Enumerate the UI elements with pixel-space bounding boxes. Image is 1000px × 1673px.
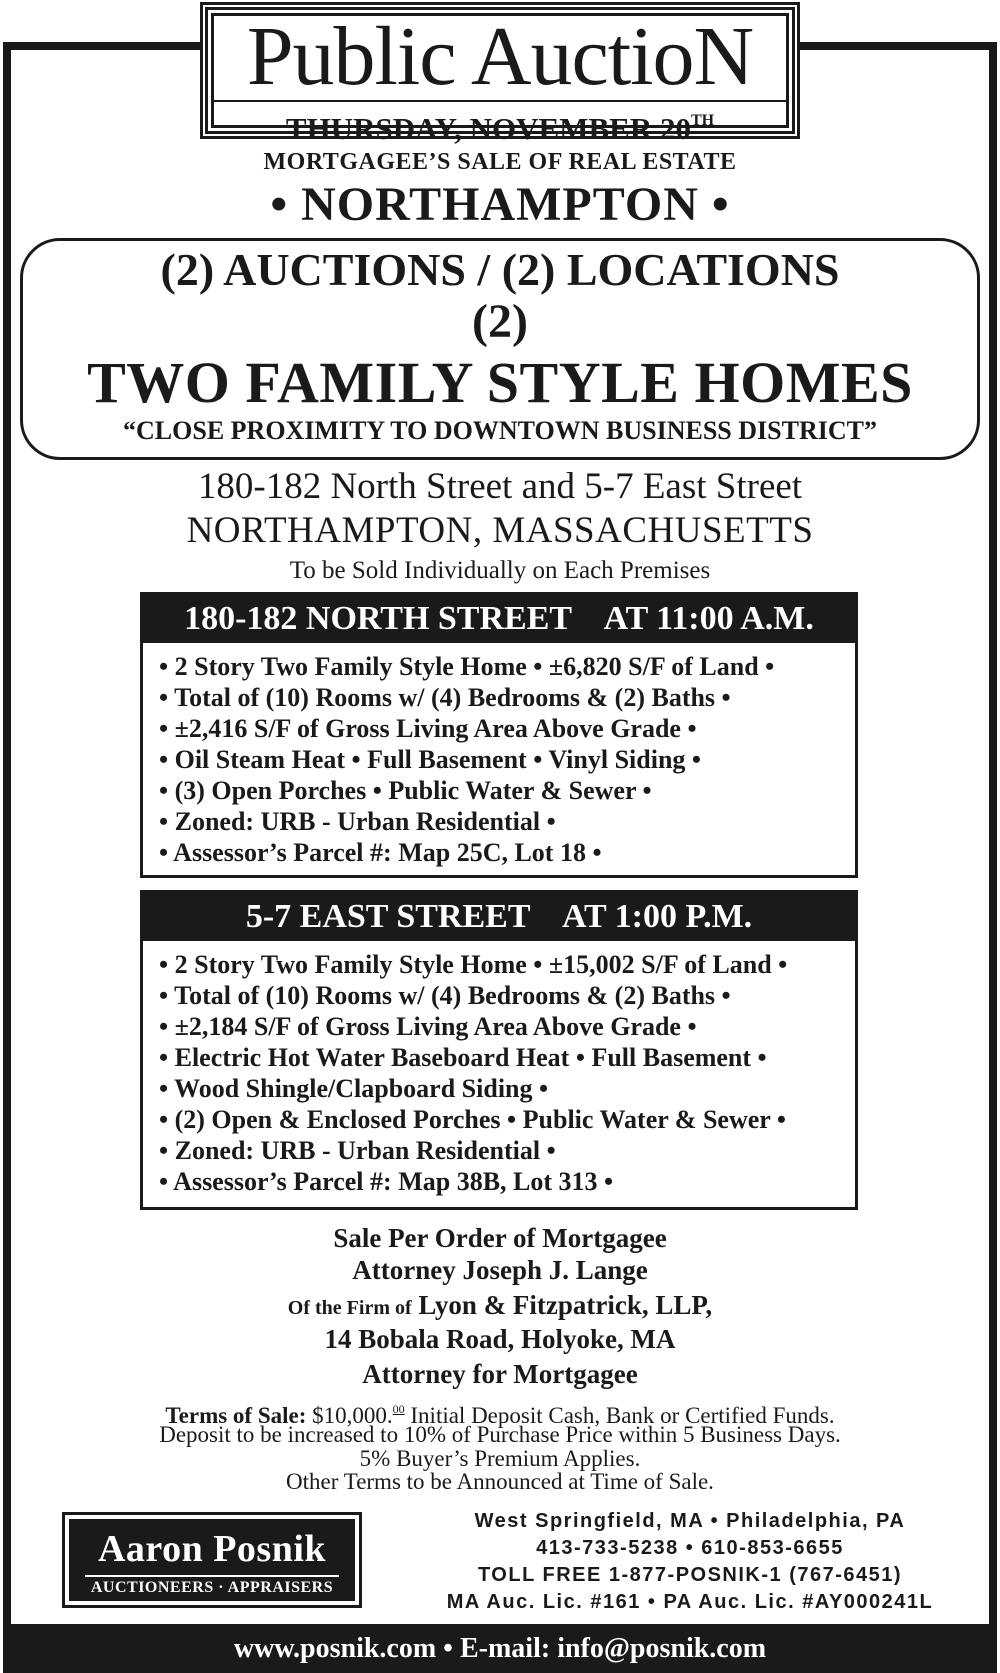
feature-item: • Zoned: URB - Urban Residential •	[159, 1136, 556, 1165]
feature-item: • Electric Hot Water Baseboard Heat • Full Basement •	[159, 1043, 767, 1072]
attorney-role: Attorney for Mortgagee	[362, 1359, 638, 1389]
firm-name: Lyon & Fitzpatrick, LLP,	[418, 1290, 713, 1320]
property-heading: 5-7 EAST STREET AT 1:00 P.M.	[143, 893, 855, 941]
attorney-name: Attorney Joseph J. Lange	[352, 1255, 648, 1285]
deposit-cents: 00	[392, 1402, 405, 1416]
headline-tagline: “CLOSE PROXIMITY TO DOWNTOWN BUSINESS DISTRICT”	[123, 416, 877, 445]
feature-item: • Zoned: URB - Urban Residential •	[159, 807, 556, 836]
property-heading: 180-182 NORTH STREET AT 11:00 A.M.	[143, 595, 855, 643]
terms-deposit-text: Initial Deposit Cash, Bank or Certified Funds.	[410, 1403, 835, 1428]
feature-item: • (2) Open & Enclosed Porches • Public Water & Sewer •	[159, 1105, 786, 1134]
auction-date-suffix: TH	[690, 112, 715, 129]
terms-line-3: 5% Buyer’s Premium Applies.	[359, 1446, 641, 1471]
feature-item: • 2 Story Two Family Style Home • ±6,820 S/F of Land •	[159, 652, 775, 681]
deposit-amount: $10,000.	[312, 1403, 393, 1428]
logo-panel	[69, 1519, 355, 1601]
attorney-address: 14 Bobala Road, Holyoke, MA	[324, 1324, 676, 1354]
property-features	[143, 643, 855, 874]
feature-item: • Assessor’s Parcel #: Map 38B, Lot 313 •	[159, 1167, 614, 1196]
auctioneer-logo	[62, 1512, 362, 1608]
auction-date-text: THURSDAY, NOVEMBER 20	[285, 111, 691, 146]
ad-title: Public AuctioN	[246, 10, 754, 103]
contact-phones: 413-733-5238 • 610-853-6655	[536, 1537, 844, 1559]
property-east-street	[140, 890, 858, 1210]
feature-item: • (3) Open Porches • Public Water & Sewer •	[159, 776, 652, 805]
headline-homes: TWO FAMILY STYLE HOMES	[87, 350, 913, 415]
addresses-note: To be Sold Individually on Each Premises	[289, 557, 711, 584]
feature-item: • Assessor’s Parcel #: Map 25C, Lot 18 •	[159, 838, 602, 867]
logo-tagline: AUCTIONEERS · APPRAISERS	[90, 1579, 334, 1596]
terms-line-4: Other Terms to be Announced at Time of Sale.	[286, 1469, 714, 1494]
town-name: • NORTHAMPTON •	[270, 178, 730, 231]
feature-item: • Wood Shingle/Clapboard Siding •	[159, 1074, 549, 1103]
feature-item: • Total of (10) Rooms w/ (4) Bedrooms & (2) Baths •	[159, 683, 731, 712]
terms-label: Terms of Sale:	[165, 1403, 307, 1428]
footer-web-email: www.posnik.com • E-mail: info@posnik.com	[3, 1624, 997, 1673]
auction-date	[208, 104, 792, 146]
property-features	[143, 941, 855, 1203]
addresses-city: NORTHAMPTON, MASSACHUSETTS	[186, 510, 814, 551]
title-divider	[214, 100, 786, 102]
sale-type: MORTGAGEE’S SALE OF REAL ESTATE	[263, 149, 737, 175]
headline-auctions: (2) AUCTIONS / (2) LOCATIONS	[160, 244, 840, 295]
contact-locations: West Springfield, MA • Philadelphia, PA	[474, 1510, 906, 1532]
attorney-firm	[0, 1288, 1000, 1325]
addresses-streets: 180-182 North Street and 5-7 East Street	[197, 466, 803, 507]
headline-count: (2)	[472, 295, 528, 348]
property-north-street	[140, 592, 858, 878]
firm-prefix: Of the Firm of	[287, 1297, 412, 1319]
feature-item: • ±2,184 S/F of Gross Living Area Above Grade •	[159, 1012, 697, 1041]
feature-item: • 2 Story Two Family Style Home • ±15,002 S/F of Land •	[159, 950, 788, 979]
contact-licenses: MA Auc. Lic. #161 • PA Auc. Lic. #AY000241L	[446, 1591, 934, 1613]
feature-item: • Total of (10) Rooms w/ (4) Bedrooms & (2) Baths •	[159, 981, 731, 1010]
logo-name: Aaron Posnik	[97, 1528, 327, 1570]
contact-toll-free: TOLL FREE 1-877-POSNIK-1 (767-6451)	[477, 1564, 903, 1586]
sale-order: Sale Per Order of Mortgagee	[333, 1223, 667, 1253]
terms-line-2: Deposit to be increased to 10% of Purchase Price within 5 Business Days.	[159, 1422, 841, 1447]
title-box	[200, 2, 800, 146]
feature-item: • Oil Steam Heat • Full Basement • Vinyl Siding •	[159, 745, 702, 774]
feature-item: • ±2,416 S/F of Gross Living Area Above Grade •	[159, 714, 697, 743]
